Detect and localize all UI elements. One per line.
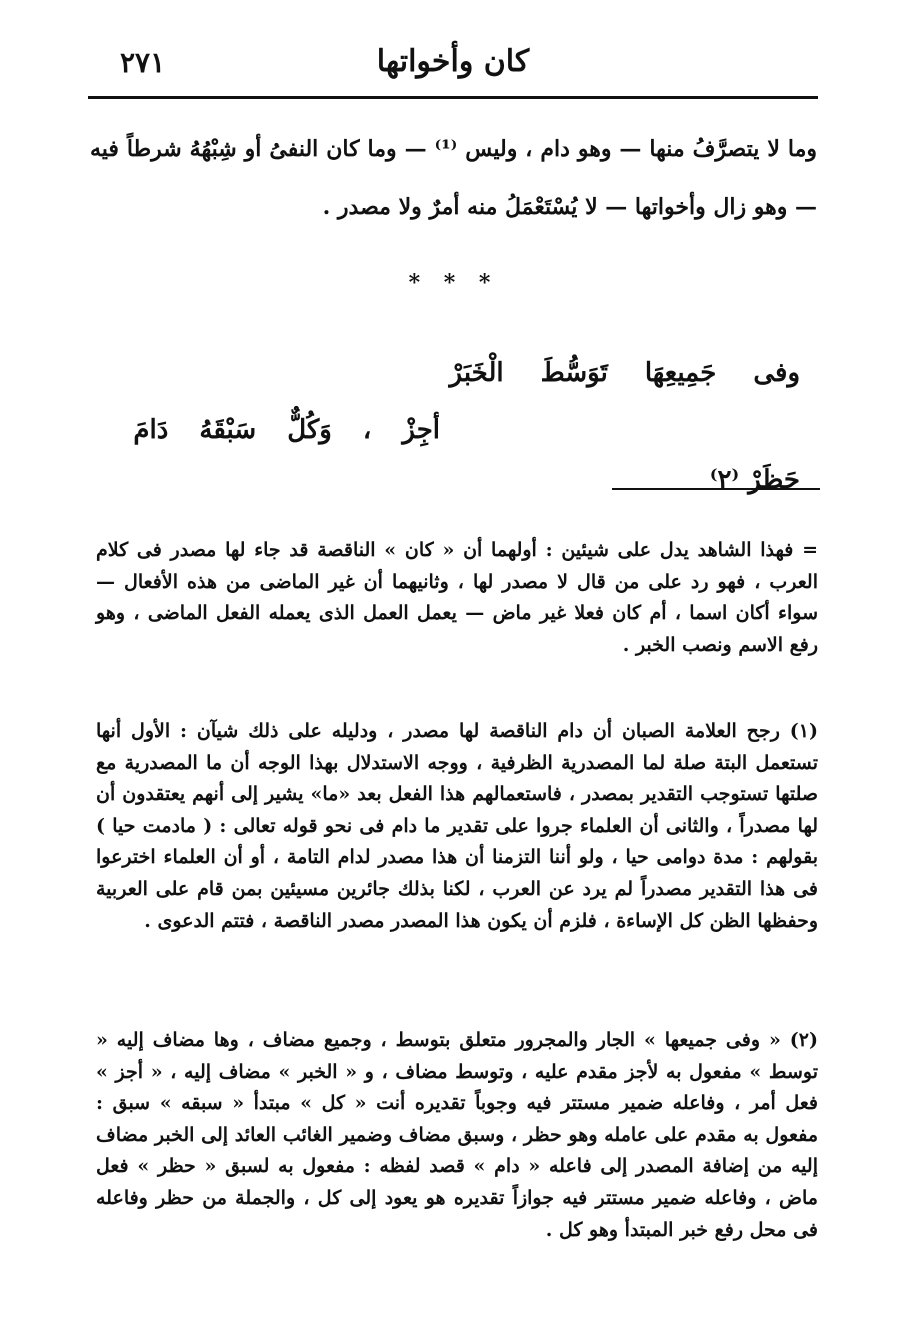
footnote-text: رجح العلامة الصبان أن دام الناقصة لها مصدر ، ودليله على ذلك شيآن : الأول أنها تستعمل البتة صلة لما المصدرية الظرفية ، ووجه الاستدلال بهذا الوجه أن ما المصدرية مع صلتها تستوجب التقدير بمصدر ، فاستعمالهم هذا الفعل بعد «ما» يشير إلى أنهم يعتقدون أن لها مصدراً ، والثانى أن العلماء جروا على تقدير ما دام فى نحو قوله تعالى : ( مادمت حيا ) بقولهم : مدة دوامى حيا ، ولو أننا التزمنا أن هذا مصدر لدام التامة ، أو أن العلماء اخترعوا فى هذا التقدير مصدراً لم يرد عن العرب ، لكنا بذلك جائرين مسيئين بمن قام على العربية وحفظها الظن كل الإساءة ، فلزم أن يكون هذا المصدر مصدر الناقصة ، فتتم الدعوى .: [96, 720, 818, 932]
section-separator: * * *: [408, 270, 499, 296]
footnote-number: (٢): [789, 1029, 818, 1051]
verse-word: دَامَ: [133, 415, 169, 445]
verse-word: أجِزْ: [402, 415, 440, 445]
footnote-2: [96, 1025, 818, 1246]
running-title: كان وأخواتها: [376, 44, 530, 79]
verse-word: حَظَرْ ⁽٢⁾: [709, 465, 800, 495]
footnote-rule: [612, 488, 820, 490]
verse-word: سَبْقَهُ: [199, 415, 257, 445]
page-header: [88, 40, 818, 96]
verse-word: وَكُلٌّ: [287, 415, 332, 445]
verse-word: جَمِيعِهَا: [644, 358, 717, 388]
header-rule: [88, 96, 818, 99]
footnote-text: « وفى جميعها » الجار والمجرور متعلق بتوسط ، وجميع مضاف ، وها مضاف إليه « توسط » مفعول به لأجز مقدم عليه ، وتوسط مضاف ، و « الخبر » مضاف إليه ، « أجز » فعل أمر ، وفاعله ضمير مستتر فيه وجوباً تقديره أنت « كل » مبتدأ « سبقه » سبق : مفعول به مقدم على عامله وهو حظر ، وسبق مضاف وضمير الغائب العائد إلى الخبر مضاف إليه من إضافة المصدر إلى فاعله « دام » قصد لفظه : مفعول به لسبق « حظر » فعل ماض ، وفاعله ضمير مستتر فيه جوازاً تقديره هو يعود إلى كل ، والجملة من حظر وفاعله فى محل رفع خبر المبتدأ وهو كل .: [96, 1029, 818, 1241]
page-number: ٢٧١: [120, 46, 166, 79]
verse-word: ،: [362, 415, 372, 445]
verse-line-1: [100, 348, 800, 398]
verse-line-2: [100, 405, 800, 505]
verse-word: وفى: [753, 358, 800, 388]
footnote-1: [96, 716, 818, 937]
main-paragraph: وما لا يتصرَّفُ منها — وهو دام ، وليس ⁽¹⁾ — وما كان النفىُ أو شِبْهُهُ شرطاً فيه — وهو زال وأخواتها — لا يُسْتَعْمَلُ منه أمرٌ ولا مصدر .: [90, 136, 817, 220]
verse-word: تَوَسُّطَ: [540, 358, 608, 388]
verse-word: الْخَبَرْ: [449, 358, 504, 388]
footnote-continuation: = فهذا الشاهد يدل على شيئين : أولهما أن « كان » الناقصة قد جاء لها مصدر فى كلام العرب ، فهو رد على من قال لا مصدر لها ، وثانيهما أن غير الماضى من هذه الأفعال — سواء أكان اسما ، أم كان فعلا غير ماض — يعمل العمل الذى يعمله الفعل الماضى ، وهو رفع الاسم ونصب الخبر .: [96, 539, 818, 656]
footnote-number: (١): [789, 720, 818, 742]
